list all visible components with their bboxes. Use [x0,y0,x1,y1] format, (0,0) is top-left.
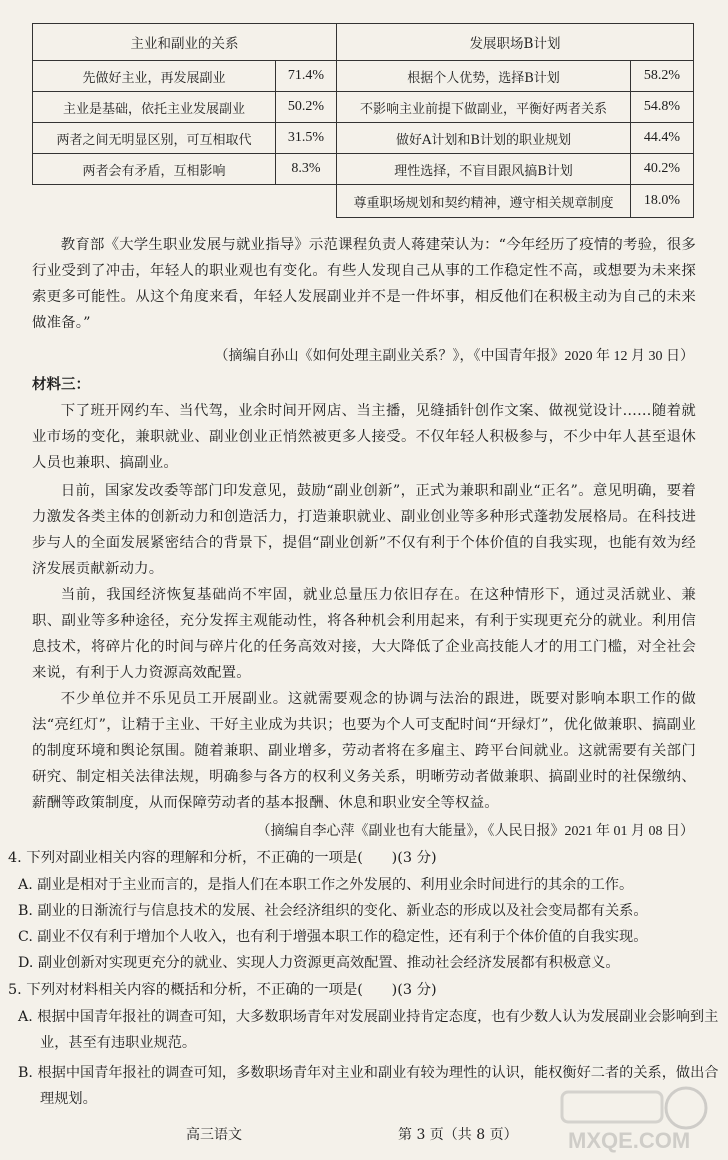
table-row [33,154,694,185]
question-4-option-b[interactable]: B. 副业的日渐流行与信息技术的发展、社会经济组织的变化、新业态的形成以及社会变局都有关系。 [18,903,648,919]
left-pct: 50.2% [276,92,337,123]
question-5-option-b[interactable]: B. 根据中国青年报社的调查可知，多数职场青年对主业和副业有较为理性的认识，能权衡好二者的关系，做出合理规划。 [18,1065,719,1107]
material2-paragraph: 教育部《大学生职业发展与就业指导》示范课程负责人蒋建荣认为：“今年经历了疫情的考验，很多行业受到了冲击，年轻人的职业观也有变化。有些人发现自己从事的工作稳定性不高，或想要为未来探索更多可能性。从这个角度来看，年轻人发展副业并不是一件坏事，相反他们在积极主动为自己的未来做准备。” [32,237,696,331]
right-item: 尊重职场规划和契约精神，遵守相关规章制度 [337,185,631,218]
right-pct: 44.4% [631,123,694,154]
material3-paragraph-2: 日前，国家发改委等部门印发意见，鼓励“副业创新”，正式为兼职和副业“正名”。意见明确，要着力激发各类主体的创新动力和创造活力，打造兼职就业、副业创业等多种形式蓬勃发展格局。在科技进步与人的全面发展紧密结合的背景下，提倡“副业创新”不仅有利于个体价值的自我实现，也能有效为经济发展贡献新动力。 [32,483,696,577]
left-item: 先做好主业，再发展副业 [33,61,276,92]
right-pct: 54.8% [631,92,694,123]
left-pct: 31.5% [276,123,337,154]
right-pct: 18.0% [631,185,694,218]
table-header-row [33,24,694,61]
left-item: 两者之间无明显区别，可互相取代 [33,123,276,154]
material3-heading: 材料三： [32,376,90,393]
table-row [33,92,694,123]
material3-source: （摘编自李心萍《副业也有大能量》，《人民日报》2021 年 01 月 08 日） [256,824,694,839]
right-item: 理性选择，不盲目跟风搞B计划 [337,154,631,185]
left-pct: 71.4% [276,61,337,92]
right-item: 根据个人优势，选择B计划 [337,61,631,92]
blank-cell [33,185,337,218]
table-row [33,123,694,154]
left-pct: 8.3% [276,154,337,185]
footer-subject: 高三语文 [186,1127,242,1143]
material2-source: （摘编自孙山《如何处理主副业关系？》，《中国青年报》2020 年 12 月 30 日） [214,349,694,364]
material3-paragraph-4: 不少单位并不乐见员工开展副业。这就需要观念的协调与法治的跟进，既要对影响本职工作的做法“亮红灯”，让精于主业、干好主业成为共识；也要为个人可支配时间“开绿灯”，优化做兼职、搞副业的制度环境和舆论氛围。随着兼职、副业增多，劳动者将在多雇主、跨平台间就业。这就需要有关部门研究、制定相关法律法规，明确参与各方的权利义务关系，明晰劳动者做兼职、搞副业时的社保缴纳、薪酬等政策制度，从而保障劳动者的基本报酬、休息和职业安全等权益。 [32,691,696,811]
right-item: 做好A计划和B计划的职业规划 [337,123,631,154]
survey-table [32,23,694,218]
table-row [33,185,694,218]
material3-paragraph-1: 下了班开网约车、当代驾，业余时间开网店、当主播，见缝插针创作文案、做视觉设计……随着就业市场的变化，兼职就业、副业创业正悄然被更多人接受。不仅年轻人积极参与，不少中年人甚至退休人员也兼职、搞副业。 [32,403,696,471]
watermark-text: MXQE.COM [568,1128,691,1153]
question-4-option-c[interactable]: C. 副业不仅有利于增加个人收入，也有利于增强本职工作的稳定性，还有利于个体价值的自我实现。 [18,929,648,945]
question-4-stem: 4. 下列对副业相关内容的理解和分析，不正确的一项是( )(3 分) [8,850,437,866]
question-4-option-d[interactable]: D. 副业创新对实现更充分的就业、实现人力资源更高效配置、推动社会经济发展都有积极意义。 [18,955,620,971]
question-5-stem: 5. 下列对材料相关内容的概括和分析，不正确的一项是( )(3 分) [8,982,437,998]
right-pct: 58.2% [631,61,694,92]
left-item: 两者会有矛盾，互相影响 [33,154,276,185]
right-item: 不影响主业前提下做副业，平衡好两者关系 [337,92,631,123]
footer-page-number: 第 3 页（共 8 页） [398,1127,518,1143]
right-header: 发展职场B计划 [337,24,694,61]
question-5-option-a[interactable]: A. 根据中国青年报社的调查可知，大多数职场青年对发展副业持肯定态度，也有少数人认为发展副业会影响到主业，甚至有违职业规范。 [18,1009,719,1051]
left-item: 主业是基础，依托主业发展副业 [33,92,276,123]
watermark-logo [554,1084,714,1156]
left-header: 主业和副业的关系 [33,24,337,61]
question-4-option-a[interactable]: A. 副业是相对于主业而言的，是指人们在本职工作之外发展的、利用业余时间进行的其余的工作。 [18,877,634,893]
material3-paragraph-3: 当前，我国经济恢复基础尚不牢固，就业总量压力依旧存在。在这种情形下，通过灵活就业、兼职、副业等多种途径，充分发挥主观能动性，将各种机会利用起来，有利于实现更充分的就业。利用信息技术，将碎片化的时间与碎片化的任务高效对接，大大降低了企业高技能人才的用工门槛，对全社会来说，有利于人力资源高效配置。 [32,587,696,681]
table-row [33,61,694,92]
right-pct: 40.2% [631,154,694,185]
